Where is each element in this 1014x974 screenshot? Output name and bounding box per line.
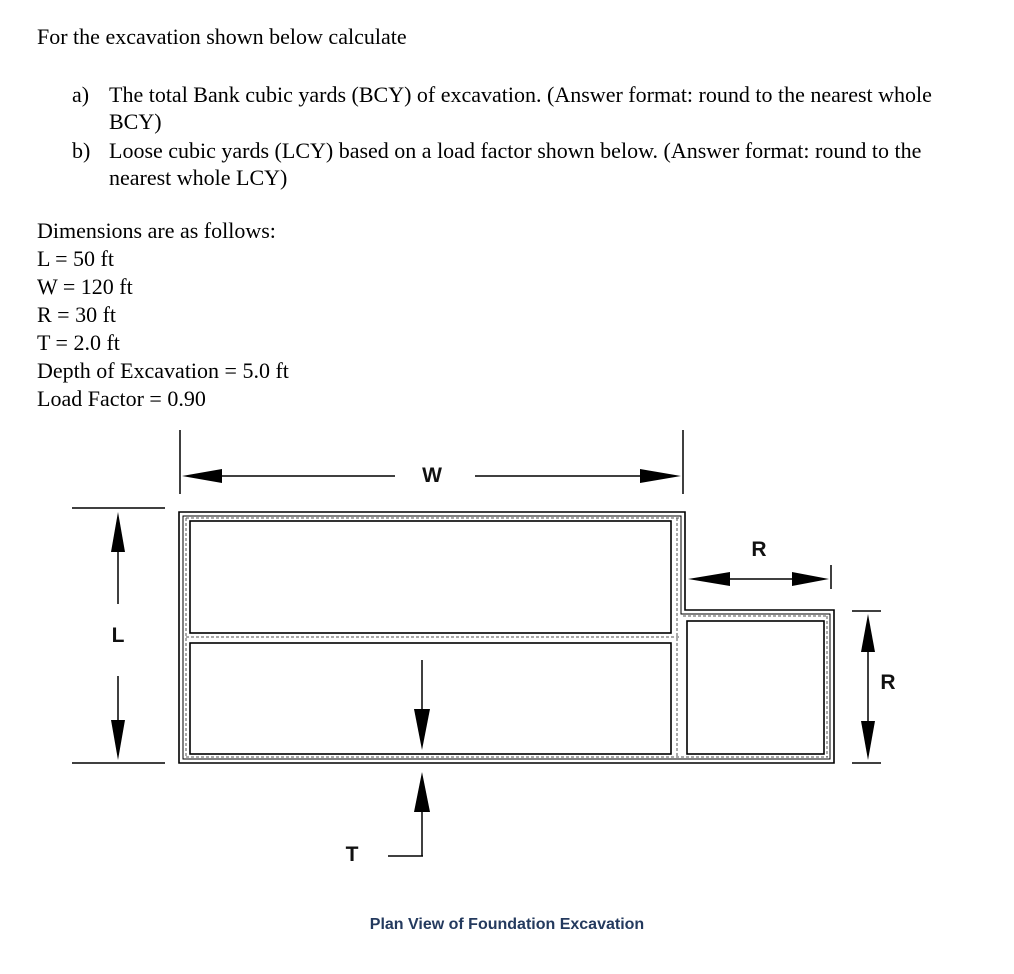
question-a-text: The total Bank cubic yards (BCY) of excavation. (Answer format: round to the nearest whole BCY)	[109, 82, 932, 134]
room-top	[190, 521, 671, 633]
problem-intro: For the excavation shown below calculate	[37, 24, 407, 49]
question-b-text: Loose cubic yards (LCY) based on a load factor shown below. (Answer format: round to the nearest whole LCY)	[109, 138, 922, 190]
dimension-depth: Depth of Excavation = 5.0 ft	[37, 358, 289, 383]
dimensions-heading: Dimensions are as follows:	[37, 218, 276, 243]
dimension-load-factor: Load Factor = 0.90	[37, 386, 206, 411]
dimension-l: L = 50 ft	[37, 246, 114, 271]
question-b-label: b)	[72, 138, 91, 163]
t-dimension	[388, 660, 430, 856]
label-r-top: R	[751, 538, 767, 561]
room-side	[687, 621, 824, 754]
footing-dashed-lines	[186, 518, 828, 757]
room-bottom	[190, 643, 671, 754]
question-a-label: a)	[72, 82, 90, 107]
r-side-dimension	[852, 611, 881, 763]
diagram-caption: Plan View of Foundation Excavation	[369, 916, 645, 933]
label-l: L	[111, 624, 125, 647]
label-w: W	[422, 464, 442, 487]
label-t: T	[345, 843, 359, 866]
label-r-side: R	[880, 671, 896, 694]
r-top-dimension	[688, 565, 831, 589]
dimension-w: W = 120 ft	[37, 274, 133, 299]
dimension-t: T = 2.0 ft	[37, 330, 120, 355]
dimension-r: R = 30 ft	[37, 302, 117, 327]
